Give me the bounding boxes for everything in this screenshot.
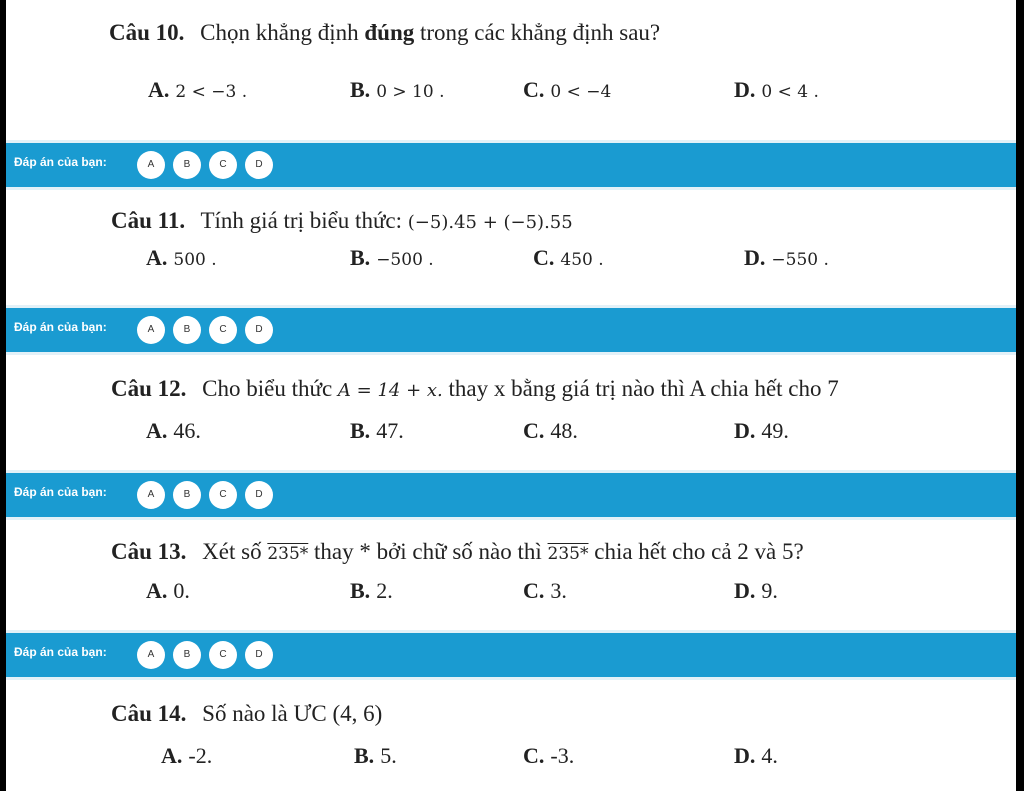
- choice-a-button[interactable]: A: [137, 481, 165, 509]
- question-14: [111, 701, 382, 727]
- question-11: [111, 208, 573, 234]
- option-a: A. 46.: [146, 418, 201, 443]
- choice-a-button[interactable]: A: [137, 316, 165, 344]
- choice-c-button[interactable]: C: [209, 316, 237, 344]
- choice-d-button[interactable]: D: [245, 316, 273, 344]
- choice-b-button[interactable]: B: [173, 481, 201, 509]
- option-c: C. 48.: [523, 418, 578, 443]
- question-text: Chọn khẳng định đúng trong các khẳng định sau?: [200, 20, 661, 45]
- option-d: D. 49.: [734, 418, 789, 443]
- question-text: Tính giá trị biểu thức: (−5).45 + (−5).55: [200, 208, 573, 233]
- question-10: [109, 20, 660, 46]
- question-text: Số nào là ƯC (4, 6): [202, 701, 383, 726]
- question-number: Câu 11.: [111, 208, 186, 233]
- choice-c-button[interactable]: C: [209, 151, 237, 179]
- question-13: [111, 539, 804, 565]
- question-text: Cho biểu thức A = 14 + x. thay x bằng giá trị nào thì A chia hết cho 7: [202, 376, 839, 401]
- choice-a-button[interactable]: A: [137, 151, 165, 179]
- answer-label: Đáp án của bạn:: [14, 645, 107, 659]
- quiz-page: [6, 0, 1016, 791]
- option-c: C. 3.: [523, 578, 567, 603]
- option-b: B. −500 .: [350, 245, 434, 270]
- option-d: D. 9.: [734, 578, 778, 603]
- choice-c-button[interactable]: C: [209, 641, 237, 669]
- answer-bar-10: [6, 140, 1016, 190]
- choice-d-button[interactable]: D: [245, 481, 273, 509]
- option-d: D. 0 < 4 .: [734, 77, 819, 102]
- option-b: B. 2.: [350, 578, 393, 603]
- option-b: B. 5.: [354, 743, 397, 768]
- answer-label: Đáp án của bạn:: [14, 155, 107, 169]
- option-a: A. 500 .: [146, 245, 217, 270]
- question-text: Xét số 235* thay * bởi chữ số nào thì 235* chia hết cho cả 2 và 5?: [202, 539, 804, 564]
- choice-d-button[interactable]: D: [245, 641, 273, 669]
- option-d: D. 4.: [734, 743, 778, 768]
- option-b: B. 47.: [350, 418, 404, 443]
- answer-label: Đáp án của bạn:: [14, 485, 107, 499]
- question-12: [111, 376, 839, 402]
- option-c: C. 0 < −4: [523, 77, 612, 102]
- choice-b-button[interactable]: B: [173, 316, 201, 344]
- choice-b-button[interactable]: B: [173, 151, 201, 179]
- answer-bar-13: [6, 630, 1016, 680]
- choice-b-button[interactable]: B: [173, 641, 201, 669]
- question-number: Câu 13.: [111, 539, 187, 564]
- answer-bar-12: [6, 470, 1016, 520]
- question-number: Câu 14.: [111, 701, 187, 726]
- option-d: D. −550 .: [744, 245, 829, 270]
- option-a: A. -2.: [161, 743, 213, 768]
- question-number: Câu 10.: [109, 20, 185, 45]
- option-c: C. 450 .: [533, 245, 604, 270]
- answer-bar-11: [6, 305, 1016, 355]
- choice-c-button[interactable]: C: [209, 481, 237, 509]
- option-a: A. 2 < −3 .: [148, 77, 248, 102]
- answer-label: Đáp án của bạn:: [14, 320, 107, 334]
- question-number: Câu 12.: [111, 376, 187, 401]
- choice-a-button[interactable]: A: [137, 641, 165, 669]
- option-c: C. -3.: [523, 743, 575, 768]
- choice-d-button[interactable]: D: [245, 151, 273, 179]
- option-b: B. 0 > 10 .: [350, 77, 445, 102]
- option-a: A. 0.: [146, 578, 190, 603]
